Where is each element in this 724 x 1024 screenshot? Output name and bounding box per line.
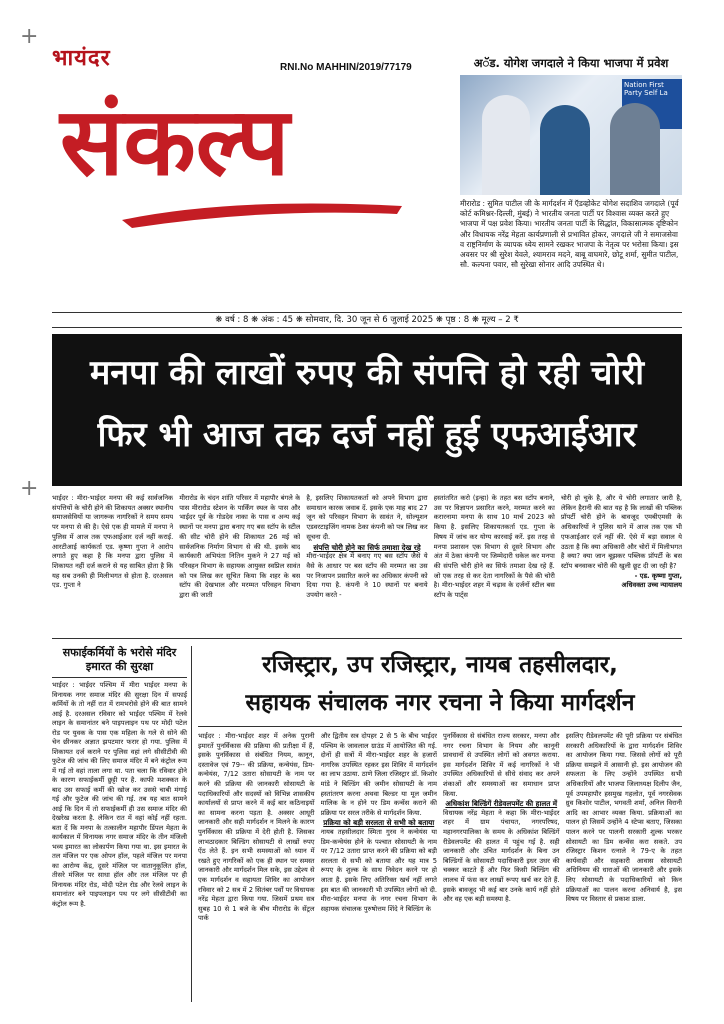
second-headline <box>198 646 682 727</box>
crop-mark-top-left: + <box>20 24 39 49</box>
rni-number: RNI.No MAHHIN/2019/77179 <box>280 62 412 73</box>
main-headline-line-2: फिर भी आज तक दर्ज नहीं हुई एफआईआर <box>97 415 637 455</box>
news-brief-body: मीरारोड : सुमित पाटील जी के मार्गदर्शन में ऍडव्होकेट योगेश सदाशिव जगदाले (पूर्व कोर्ट कमिश्नर-दिल्ली, मुंबई) ने भारतीय जनता पार्टी पर विश्वास व्यक्त करते हुए भाजपा में पक्ष प्रवेश किया। भारतीय जनता पार्टी के सिद्धांत, विकासात्मक दृष्टिकोन और विधायक नरेंद्र मेहता कार्यप्रणाली से प्रभावित होकर, जगदाले जी ने समाजसेवा व राष्ट्रनिर्माण के व्यापक ध्येय सामने रखकर भाजपा के नेतृत्व पर भरोसा किया। इस अवसर पर श्री सुरेश येवले, श्यामराव मदने, बाबू वाघमारे, छोटू शर्मा, सुमीत पाटील, सौ. कल्पना पवार, सौ सुरेखा सोनार आदि उपस्थित थे। <box>460 199 679 270</box>
main-story-col-2: मीरारोड के चंदन शांति परिसर में महापौर बंगले के पास मीरारोड स्टेशन के पार्किंग स्थल के पास और भाईदर पूर्व के गोडदेव नाका के पास व अन्य कई स्थानों पर मनपा द्वारा बनाए गए बस स्टॉप के स्टील की सीट चोरी होने की शिकायत 26 मई को सार्वजनिक निर्माण विभाग से की थी. इसके बाद कार्यकारी अभियंता नितिन मुकने ने 27 मई को परिवहन विभाग के सहायक आयुक्त स्वप्निल सावंत को पत्र लिख कर सूचित किया कि शहर के बस स्टॉप की देखभाल और मरम्मत परिवहन विभाग द्वारा की जाती <box>179 494 301 600</box>
main-story-col-4: हस्तांतरित करो (इन्हा) के तहत बस स्टॉप बनाने, उस पर विज्ञापन प्रसारित करने, मरम्मत करने का करारनामा मनपा के साथ 10 मार्च 2023 को किया है. इसलिए शिकायतकर्ता एड. गुप्ता के विषय में जांच कर योग्य कारवाई करें. इस तरह से मनपा प्रशासन एक विभाग से दूसरे विभाग और अंत में ठेका कंपनी पर जिम्मेदारी धकेल कर मनपा की संपत्ति चोरी होने का सिर्फ तमाशा देख रहे हैं. जो एक तरह से कर देता नागरिकों के पैसे की चोरी है। मीरा-भाईदर शहर में चढ़ाव के दर्जनों स्टील बस स्टॉप के पार्ट्स <box>433 494 555 600</box>
side-story-body: भाईदर : भाईदर पश्चिम में मीरा भाईदर मनपा के विनायक नगर समाज मंदिर की सुरक्षा दिन में सफाई कर्मियों के तो नहीं रात में रामभरोसे होने की बात सामने आई है. दरअसल रविवार को भाईदर पश्चिम में रेलवे लाइन के समानांतर बने पाइपलाइन पथ पर मोदी पटेल रोड पर युवक के पास एक महिला के गले से सोने की चेन छीनकर अज्ञात झपटमार फरार हो गया. पुलिस में शिकायत दर्ज कराने पर पुलिस वहां लगे सीसीटीवी की फुटेज की जांच की लिए समाज मंदिर में बने कंट्रोल रूम में गई तो वहां ताला लगा था. पता चला कि रविवार होने के कारण सफाईकर्मी छुट्टी पर है. काफी मशक्कत के बाद उस सफाई कर्मी की खोज कर उससे चाबी मंगाई गई और फुटेज की जांच की गई. तब यह बात सामने आई कि दिन में तो सफाईकर्मी ही उस समाज मंदिर की देखरेख करता है. लेकिन रात में वहां कोई नहीं रहता. बता दें कि मनपा के तत्कालीन महापौर डिंपल मेहता के कार्यकाल में विनायक नगर समाज मंदिर के तीन मंजिली भव्य इमारत का लोकार्पण किया गया था. इस इमारत के तल मंजिल पर एक ओपन हॉल, पहले मंजिल पर मनपा का आरोग्य केंद्र, दूसरे मंजिल पर वातानुकूलित हॉल, तीसरे मंजिल पर साधा हॉल और तल मंजिल पर ही विनायक मंदिर रोड, मोदी पटेल रोड और रेलवे लाइन के समानांतर बने पाइपलाइन पथ पर लगे सीसीटीवी का कंट्रोल रूम है. <box>52 681 187 908</box>
main-story-col-3-a: है, इसलिए शिकायतकर्ता को अपने विभाग द्वारा समाधान कारक जवाब दें. इसके एक माह बाद 27 जून को परिवहन विभाग के सावंत ने, सोल्यूशन एडवरटाइजिंग नामक ठेका कंपनी को पत्र लिख कर सूचना दी. <box>306 494 428 541</box>
second-story-subhead-1: प्रक्रिया को बड़ी सरलता से सभी को बताया <box>323 818 435 828</box>
second-story-col-3-a: पुनर्विकास से संबंधित राज्य सरकार, मनपा और नगर रचना विभाग के नियम और कानूनी प्रावधानों से उपस्थित लोगों को अवगत कराया. इस मार्गदर्शन शिविर में कई नागरिकों ने भी उपस्थित अधिकारियों से सीधे संवाद कर अपने शंकाओं और समस्याओं का समाधान प्राप्त किया. <box>443 732 560 798</box>
second-story-col-3-b: विधायक नरेंद्र मेहता ने कहा कि मीरा-भाईदर शहर में ग्राम पंचायत, नगरपरिषद, महानगरपालिका के समय के अधिकांश बिल्डिंगें रीडेवलपमेंट की हालत में पहुंच गई है. सही जानकारी और उचित मार्गदर्शन के बिना उन बिल्डिंगों के सोसायटी पदाधिकारी इधर उधर की चक्कर काटते हैं और फिर किसी बिल्डिंग की लालच में फंस कर लाखों रूपए खर्च कर देते हैं. इसके बावजूद भी कई बार उनके कार्य नहीं होते और वह एक बड़ी समस्या है. <box>443 808 560 904</box>
news-brief-bjp <box>460 56 682 304</box>
crop-mark-left: + <box>20 476 39 501</box>
news-brief-headline: अॅड. योगेश जगदाले ने किया भाजपा में प्रवेश <box>473 56 669 70</box>
main-story-col-1: भाईदर : मीरा-भाईदर मनपा की कई सार्वजनिक संपत्तियों के चोरी होने की शिकायत अक्सर स्थानीय समाजसेवियों या जागरूक नागरिकों ने समय समय पर मनपा से की है। ऐसे एक ही मामले में मनपा ने पुलिस में आज तक एफआईआर दर्ज नहीं कराई. आरटीआई कार्यकर्ता एड. कृष्णा गुप्ता ने आरोप लगाते हुए कहा है कि मनपा द्वारा पुलिस में शिकायत नहीं दर्ज कराने से यह साबित होता है कि यह सब उनकी ही मिलीभगत से होता है. दरअसल एड. गुप्ता ने <box>52 494 174 590</box>
newspaper-page <box>52 42 682 1002</box>
main-story-subhead: संपत्ति चोरी होने का सिर्फ तमाशा देख रहे <box>313 542 421 552</box>
author-name: - एड. कृष्णा गुप्ता, <box>634 571 683 580</box>
dateline: ❋ वर्ष : 8 ❋ अंक : 45 ❋ सोमवार, दि. 30 जून से 6 जुलाई 2025 ❋ पृष्ठ : 8 ❋ मूल्य – 2 ₹ <box>52 312 682 328</box>
second-story-subhead-2: अधिकांश बिल्डिंगें रीडेवलपमेंट की हालत में <box>445 799 558 809</box>
side-story <box>52 646 192 1002</box>
second-story-col-1: भाईदर : मीरा-भाईदर शहर में अनेक पुरानी इमारतें पुनर्विकास की प्रक्रिया की प्रतीक्षा में हैं, इसके पुनर्विकास से संबंधित नियम, कानून, दस्तावेज एवं 79-- की प्रक्रिया, कन्वेयंस, डिम-कन्वेयंस, 7/12 उतारा सोसायटी के नाम पर करने की प्रक्रिया की जानकारी सोसायटी के पदाधिकारियों और सदस्यों को विभिन्न शासकीय कार्यालयों से प्राप्त करने में कई बार कठिनाइयों का सामना करना पड़ता है. अक्सर आधूरी जानकारी और सही मार्गदर्शन न मिलने के कारण पुनर्विकास की प्रक्रिया में देरी होती है. जिसका लाभठादकार बिल्डिंग सोसायटी से लाखों रुपए ऐंठ लेते हैं. इन सभी समस्याओं को ध्यान में रखते हुए नागरिकों को एक ही स्थान पर समस्त जानकारी और मार्गदर्शन मिल सके, इस उद्देश्य से एक मार्गदर्शन व सहायता शिविर का आयोजन रविवार को 2 सत्र में 2 सितंबर पर्वों पर विधायक नरेंद्र मेहता द्वारा किया गया. जिसमें प्रथम सत्र सुबह 10 से 1 बजे के बीच मीरारोड के सेंट्रल पार्क <box>198 732 315 923</box>
second-story-col-3 <box>443 732 560 1002</box>
main-story-col-3-b: मीरा-भाईदर क्षेत्र में बनाए गए बस स्टॉप जैसे ये वैसे के आधार पर बस स्टॉप की मरम्मत का उस पर निजापन प्रसारित करने का अधिकार कंपनी को दिया गया है. कंपनी ने 10 स्थानों पर बनाये उपयोग करते - <box>306 552 428 600</box>
second-headline-line-2: सहायक संचालक नगर रचना ने किया मार्गदर्शन <box>245 690 635 716</box>
section-divider <box>52 638 682 639</box>
main-story-col-3 <box>306 494 427 632</box>
masthead-top-word: भायंदर <box>52 45 111 71</box>
second-story-col-2 <box>321 732 438 1002</box>
news-photo <box>460 75 682 195</box>
second-headline-line-1: रजिस्ट्रार, उप रजिस्ट्रार, नायब तहसीलदार, <box>262 652 618 678</box>
main-headline-line-1: मनपा की लाखों रुपए की संपत्ति हो रही चोरी <box>89 353 645 393</box>
second-story-col-2-a: और द्वितीय सत्र दोपहर 2 से 5 के बीच भाईदर पश्चिम के जावलाल ग्राउंड में आयोजित की गई. दोनों ही सत्रों में मीरा-भाईदर शहर के हजारों नागरिक उपस्थित रहकर इस शिविर में मार्गदर्शन का लाभ उठाया. ठाणे जिला रजिस्ट्रार डॉ. किशोर मांडे ने बिल्डिंग की जमीन सोसायटी के नाम हस्तांतरण करना अथवा बिल्डर या मूल जमीन मालिक के न होने पर डिम कन्वेंस कराने की प्रक्रिया पर सरल तरीके से मार्गदर्शन किया. <box>320 732 437 817</box>
photo-person-center <box>540 105 590 195</box>
side-story-title: सफाईकर्मियों के भरोसे मंदिर इमारत की सुरक्षा <box>52 646 187 678</box>
photo-banner: Nation First Party Self La <box>622 79 682 129</box>
main-headline <box>52 334 682 486</box>
main-story-columns <box>52 494 682 632</box>
masthead <box>52 42 452 292</box>
second-story-col-4: इसलिए रीडेवलपमेंट की पूरी प्रक्रिया पर संबंधित सरकारी अधिकारियों के द्वारा मार्गदर्शन शिविर का आयोजन किया गया. जिससे लोगों को पूरी प्रक्रिया समझने में आसानी हो. इस आयोजन की सफलता के लिए उन्होंने उपस्थित सभी अधिकारियों और भाजपा जिलाध्यक्ष दिलीप जैन, पूर्व उपमहापौर हसमुख गहलोत, पूर्व नगरसेवक ध्रुव किशोर पाटील, भगवती शर्मा, अनिल विरानी आदि का आभार व्यक्त किया. प्रक्रियाओं का पालन हो जिसमें उन्होंने 4 स्टेप्स बताए, जिसका पालन करने पर पालनी सरकारी शुल्क भरकर सोसायटी का डिम कन्वेंस करा सकते. उप रजिस्ट्रार किशन रत्नाले ने 79-ए के तहत कार्यवाही और सहकारी आवास सोसायटी अधिनियम की धाराओं की जानकारी और इसके लिए सोसायटी के पदाधिकारियों को किन प्रक्रियाओं का पालन करना अनिवार्य है, इस विषय पर विस्तार से प्रकाश डाला. <box>565 732 682 904</box>
photo-person-left <box>482 95 530 195</box>
second-story-columns <box>198 732 682 1002</box>
masthead-title: संकल्प <box>60 87 290 197</box>
author-title: अधिवक्ता उच्च न्यायालय <box>621 581 683 590</box>
main-story-col-5-text: चोरी हो चुके है, और ये चोरी लगातार जारी है, लेकिन हैरानी की बात यह है कि लाखों की पब्लिक प्रॉपर्टी चोरी होने के बावजूद एमबीएमसी के अधिकारियों ने पुलिस थाने में आज तक एक भी एफआईआर दर्ज नहीं की. ऐसे में बड़ा सवाल ये उठता है कि क्या अधिकारी और चोरों में मिलीभगत है क्या? क्या जान बूझकर पब्लिक प्रॉपर्टी के बस स्टॉप बनवाकर चोरी की खुली छूट दी जा रही है? <box>560 494 683 570</box>
photo-person-right <box>610 103 660 195</box>
second-story-col-2-b: नायब तहसीलदार स्मिता गुरव ने कन्वेयंस या डिम-कन्वेयंस होने के पश्चात सोसायटी के नाम पर 7/12 उतारा प्राप्त करने की प्रक्रिया को बड़ी सरलता से सभी को बताया और यह मात्र 5 रूपए के शुल्क के साथ निवेदन करने पर हो जाता है. इसके लिए अतिरिक्त खर्च नहीं लगते इस बात की जानकारी भी उपस्थित लोगों को दी. मीरा-भाईदर मनपा के नगर रचना विभाग के सहायक संचालक पुरुषोत्तम शिंदे ने बिल्डिंग के <box>320 827 437 913</box>
main-story-col-5 <box>561 494 682 632</box>
brush-stroke-decoration <box>112 192 412 232</box>
